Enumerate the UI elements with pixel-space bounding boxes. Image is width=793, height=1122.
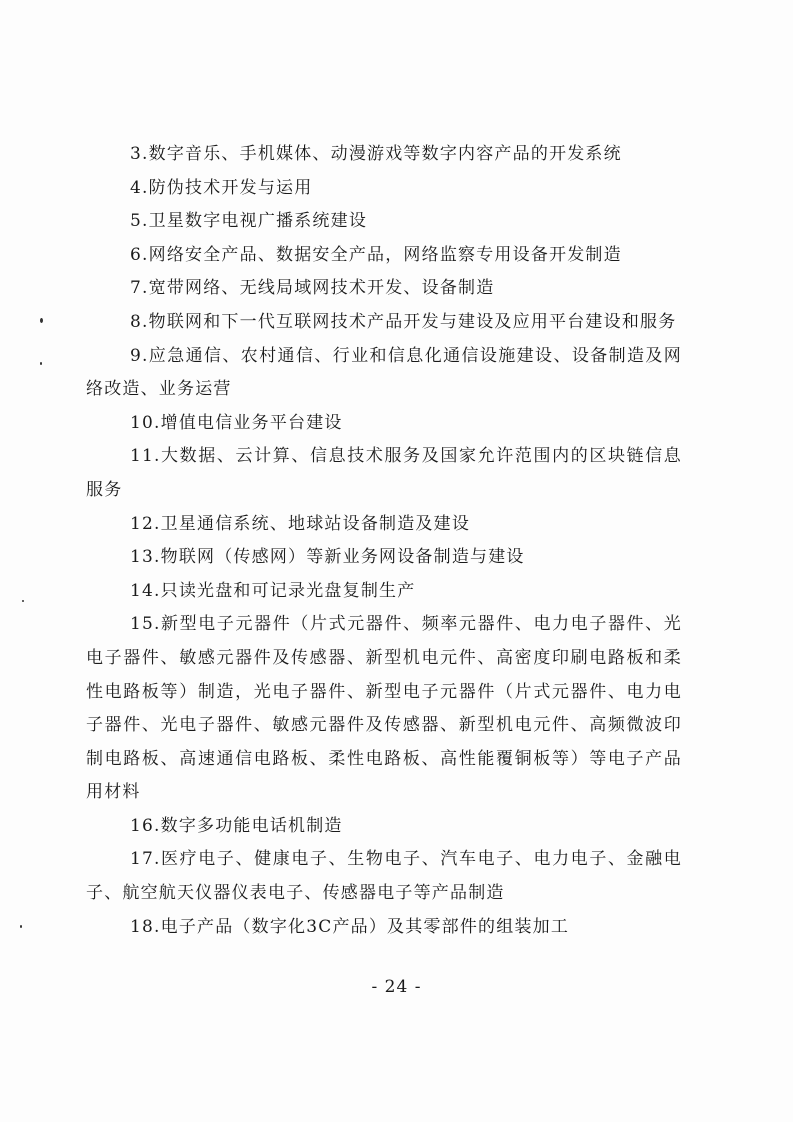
list-item: 9.应急通信、农村通信、行业和信息化通信设施建设、设备制造及网络改造、业务运营 bbox=[86, 345, 682, 400]
list-item: 4.防伪技术开发与运用 bbox=[130, 177, 313, 198]
list-item: 8.物联网和下一代互联网技术产品开发与建设及应用平台建设和服务 bbox=[130, 311, 677, 332]
page-number: - 24 - bbox=[371, 977, 422, 997]
list-item: 5.卫星数字电视广播系统建设 bbox=[130, 211, 368, 232]
list-item: 18.电子产品（数字化3C产品）及其零部件的组装加工 bbox=[130, 916, 570, 937]
list-item: 7.宽带网络、无线局域网技术开发、设备制造 bbox=[130, 278, 495, 299]
list-item: 12.卫星通信系统、地球站设备制造及建设 bbox=[130, 513, 471, 534]
list-item: 17.医疗电子、健康电子、生物电子、汽车电子、电力电子、金融电子、航空航天仪器仪表电子、传感器电子等产品制造 bbox=[86, 849, 682, 904]
list-item: 10.增值电信业务平台建设 bbox=[130, 412, 343, 433]
scan-speck bbox=[22, 600, 24, 602]
list-item: 15.新型电子元器件（片式元器件、频率元器件、电力电子器件、光电子器件、敏感元器件及传感器、新型机电元件、高密度印刷电路板和柔性电路板等）制造，光电子器件、新型电子元器件（片式元器件、电力电子器件、光电子器件、敏感元器件及传感器、新型机电元件、高频微波印制电路板、高速通信电路板、柔性电路板、高性能覆铜板等）等电子产品用材料 bbox=[86, 614, 682, 803]
scan-speck bbox=[20, 925, 22, 928]
list-item: 14.只读光盘和可记录光盘复制生产 bbox=[130, 580, 416, 601]
list-item: 16.数字多功能电话机制造 bbox=[130, 815, 343, 836]
document-body bbox=[86, 138, 682, 944]
list-item: 6.网络安全产品、数据安全产品，网络监察专用设备开发制造 bbox=[130, 244, 622, 265]
list-item: 13.物联网（传感网）等新业务网设备制造与建设 bbox=[130, 547, 525, 568]
scan-speck bbox=[40, 318, 43, 323]
list-item: 3.数字音乐、手机媒体、动漫游戏等数字内容产品的开发系统 bbox=[130, 144, 622, 164]
scan-speck bbox=[40, 362, 42, 365]
list-item: 11.大数据、云计算、信息技术服务及国家允许范围内的区块链信息服务 bbox=[86, 446, 682, 500]
